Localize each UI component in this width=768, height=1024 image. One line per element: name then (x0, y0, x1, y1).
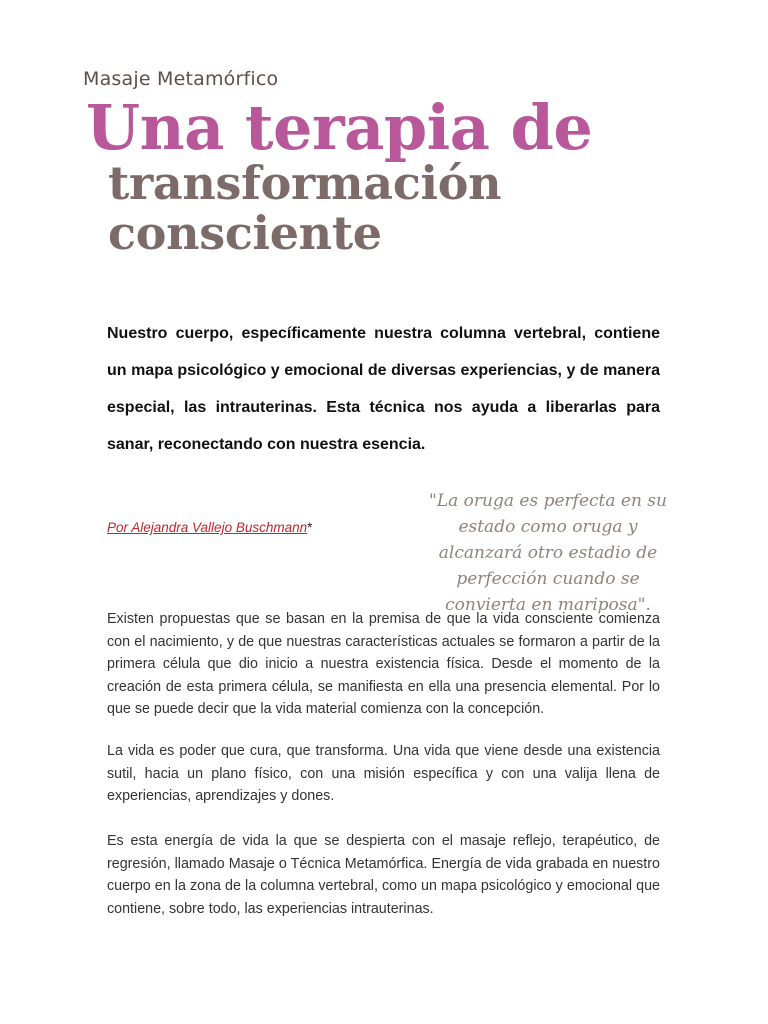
title-line-2: transformación (108, 156, 502, 210)
body-paragraph-2: La vida es poder que cura, que transforma. Una vida que viene desde una existencia sutil, hacia un plano físico, con una misión específica y con una valija llena de experiencias, aprendizajes y dones. (107, 743, 660, 805)
title-line-1: Una terapia de (86, 91, 593, 164)
pull-quote: "La oruga es perfecta en su estado como oruga y alcanzará otro estadio de perfección cuando se convierta en mariposa". (429, 491, 667, 615)
body-paragraph-3: Es esta energía de vida la que se despierta con el masaje reflejo, terapéutico, de regresión, llamado Masaje o Técnica Metamórfica. Energía de vida grabada en nuestro cuerpo en la zona de la columna vertebral, como un mapa psicológico y emocional que contiene, sobre todo, las experiencias intrauterinas. (107, 833, 660, 917)
section-label: Masaje Metamórfico (83, 68, 279, 90)
body-paragraph-1: Existen propuestas que se basan en la premisa de que la vida consciente comienza con el nacimiento, y de que nuestras características actuales se formaron a partir de la primera célula que dio inicio a nuestra existencia física. Desde el momento de la creación de esta primera célula, se manifiesta en ella una presencia elemental. Por lo que se puede decir que la vida material comienza con la concepción. (107, 611, 660, 718)
title-line-3: consciente (108, 206, 382, 260)
author-link[interactable]: Por Alejandra Vallejo Buschmann (107, 520, 308, 535)
byline (107, 520, 312, 535)
author-footnote-mark: * (307, 520, 313, 535)
lead-paragraph: Nuestro cuerpo, específicamente nuestra columna vertebral, contiene un mapa psicológico y emocional de diversas experiencias, y de manera especial, las intrauterinas. Esta técnica nos ayuda a liberarlas para sanar, reconectando con nuestra esencia. (107, 325, 660, 453)
